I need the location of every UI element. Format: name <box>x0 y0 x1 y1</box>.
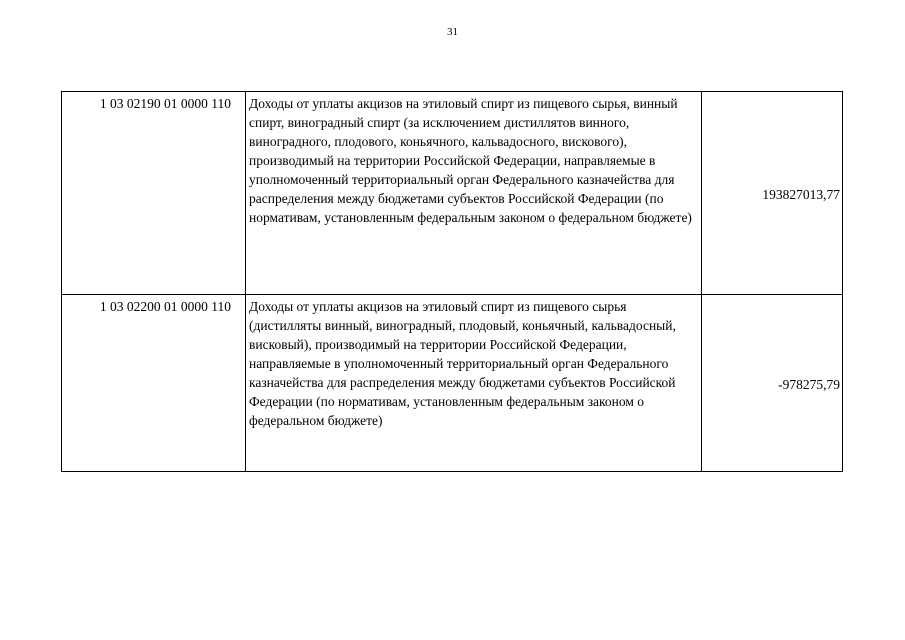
table-row <box>62 92 843 295</box>
page-number: 31 <box>447 26 458 38</box>
revenue-description: Доходы от уплаты акцизов на этиловый спирт из пищевого сырья (дистилляты винный, виноградный, плодовый, коньячный, кальвадосный, висковый), производимый на территории Российской Федерации, направляемые в уполномоченный территориальный орган Федерального казначейства для распределения между бюджетами субъектов Российской Федерации (по нормативам, установленным федеральным законом о федеральном бюджете) <box>246 295 702 472</box>
budget-revenue-table <box>61 91 843 472</box>
table-row <box>62 295 843 472</box>
budget-classification-code: 1 03 02200 01 0000 110 <box>62 295 246 472</box>
revenue-description: Доходы от уплаты акцизов на этиловый спирт из пищевого сырья, винный спирт, виноградный спирт (за исключением дистиллятов винного, виноградного, плодового, коньячного, кальвадосного, вискового), производимый на территории Российской Федерации, направляемые в уполномоченный территориальный орган Федерального казначейства для распределения между бюджетами субъектов Российской Федерации (по нормативам, установленным федеральным законом о федеральном бюджете) <box>246 92 702 295</box>
budget-classification-code: 1 03 02190 01 0000 110 <box>62 92 246 295</box>
revenue-amount: -978275,79 <box>702 295 843 472</box>
revenue-amount: 193827013,77 <box>702 92 843 295</box>
